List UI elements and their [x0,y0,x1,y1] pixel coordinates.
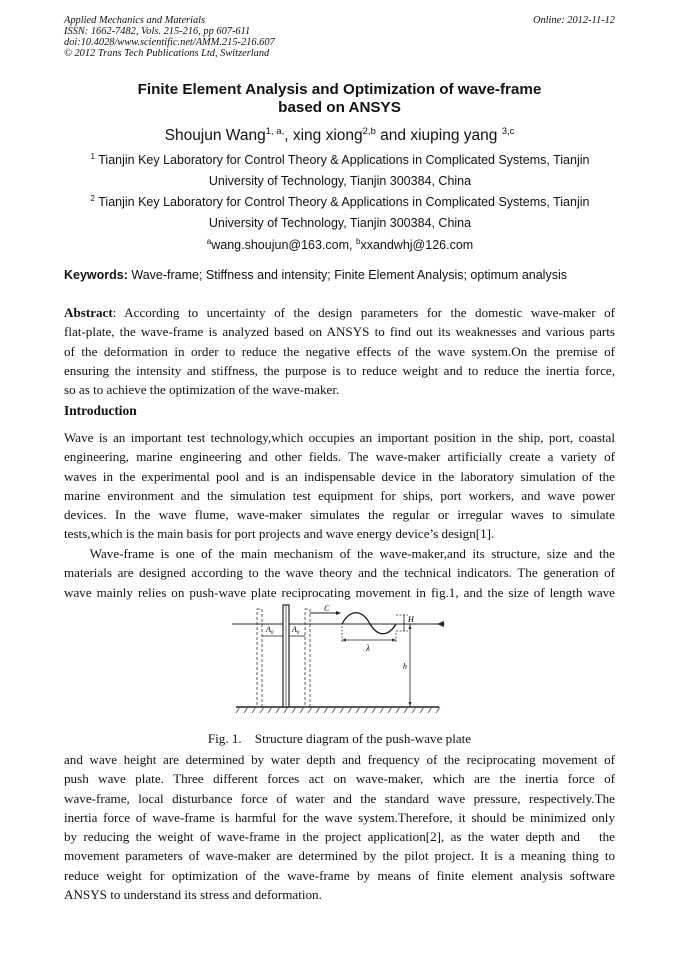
figure-caption: Fig. 1. Structure diagram of the push-wave plate [207,731,472,746]
text-line: marine environment and the simulation test equipment for ships, port workers, and wave power [64,487,615,503]
text-line: Wave is an important test technology,which occupies an important position in the ship, port, coastal [64,430,615,445]
text-line: wave mainly relies on push-wave plate reciprocating movement in fig.1, and the size of length wave [64,584,615,600]
email-a: wang.shoujun@163.com, [211,238,356,252]
text-line: ANSYS to understand its stress and deformation. [64,887,322,903]
author-list [64,122,615,146]
author-2-sup: 2,b [362,126,376,137]
text-line: engineering, marine engineering and other fields. The wave-maker artificially create a variety of [64,449,615,465]
title-line-1: Finite Element Analysis and Optimization of wave-frame [137,81,542,98]
email-b: xxandwhj@126.com [360,238,474,252]
text-line: push wave plate. Three different forces act on wave-maker, which are the inertia force of [64,771,615,787]
copyright-line: © 2012 Trans Tech Publications Ltd, Switzerland [64,48,270,59]
author-1-sup: 1, a, [265,126,285,137]
abstract-line: ensuring the intensity and stiffness, the purpose is to reduce weight and to reduce the inertia force, [64,362,615,378]
surface-arrow [437,621,444,627]
wavelength-label: λ [366,643,370,653]
issn-line: ISSN: 1662-7482, Vols. 215-216, pp 607-611 [64,26,251,37]
email-b-sup: b [355,237,361,246]
keywords-label: Keywords: [64,268,128,282]
affiliation-1-line-1: Tianjin Key Laboratory for Control Theory & Applications in Complicated Systems, Tianjin [95,153,590,167]
text-line: reduce weight for optimization of the wave-frame by means of finite element analysis software [64,867,615,883]
abstract-line: flat-plate, the wave-frame is analyzed based on ANSYS to find out its weaknesses and various parts [64,324,615,340]
intro-paragraph-3 [64,750,615,904]
section-heading-introduction: Introduction [64,403,137,418]
abstract-first-text: : According to uncertainty of the design parameters for the domestic wave-maker of [112,305,615,320]
keywords [64,266,624,284]
text-line: materials are designed according to the wave theory and the technical indicators. The generation of [64,565,615,581]
a0-right-label: $A_0$ [292,625,300,636]
email-a-sup: a [206,237,212,246]
text-line: devices. In the wave flume, wave-maker simulates the regular or irregular waves to simulate [64,507,615,523]
text-line: wave-frame, local disturbance force of water and the standard wave pressure, respectively.The [64,790,615,806]
wave-profile [342,613,396,634]
online-date: Online: 2012-11-12 [532,15,615,26]
abstract-line: so as to achieve the optimization of the wave-maker. [64,382,340,398]
abstract [64,303,615,399]
text-line: movement parameters of wave-maker are determined by the pilot project. It is a meaning thing to [64,848,615,864]
figure-push-wave-plate [232,603,447,719]
author-3: and xiuping yang [375,127,502,144]
title-line-2: based on ANSYS [278,99,401,116]
paper-title [64,81,615,117]
text-line: waves in the experimental pool and is an indispensable device in the laboratory simulation of the [64,468,615,484]
keywords-text: Wave-frame; Stiffness and intensity; Finite Element Analysis; optimum analysis [127,268,567,282]
affiliation-1-line-2: University of Technology, Tianjin 300384, China [208,174,472,188]
affiliation-1 [70,146,610,192]
intro-paragraph-2 [64,544,615,602]
affiliation-2-line-1: Tianjin Key Laboratory for Control Theory & Applications in Complicated Systems, Tianjin [95,195,590,209]
affiliation-2 [70,188,610,234]
author-1: Shoujun Wang [164,127,266,144]
doi-line: doi:10.4028/www.scientific.net/AMM.215-216.607 [64,37,275,48]
email-line [70,231,610,256]
author-3-sup: 3,c [501,126,515,137]
text-line: by reducing the weight of wave-frame in the project application[2], as the water depth and the [64,829,615,845]
affiliation-1-sup: 1 [90,152,95,161]
affiliation-2-sup: 2 [90,194,95,203]
abstract-label: Abstract [64,305,113,320]
affiliation-2-line-2: University of Technology, Tianjin 300384, China [208,216,472,230]
abstract-line: of the deformation in order to reduce the negative effects of the wave system.On the premise of [64,343,615,359]
text-line: tests,which is the main basis for port projects and wave energy device’s design[1]. [64,526,495,542]
water-depth-label: h [403,662,407,671]
intro-paragraph-1 [64,428,615,544]
text-line: and wave height are determined by water depth and frequency of the reciprocating movement of [64,752,615,767]
a0-left-label: $A_0$ [266,625,274,636]
celerity-label: C [324,604,330,613]
journal-name: Applied Mechanics and Materials [64,15,206,26]
abstract-line-1 [64,303,615,322]
text-line: Wave-frame is one of the main mechanism of the wave-maker,and its structure, size and the [64,546,615,561]
wave-height-label: H [408,615,414,624]
text-line: inertia force of wave-frame is harmful for the wave system.Therefore, it should be minimized only [64,809,615,825]
journal-header [64,15,615,59]
author-2: , xing xiong [284,127,363,144]
seabed-hatching [236,707,440,713]
